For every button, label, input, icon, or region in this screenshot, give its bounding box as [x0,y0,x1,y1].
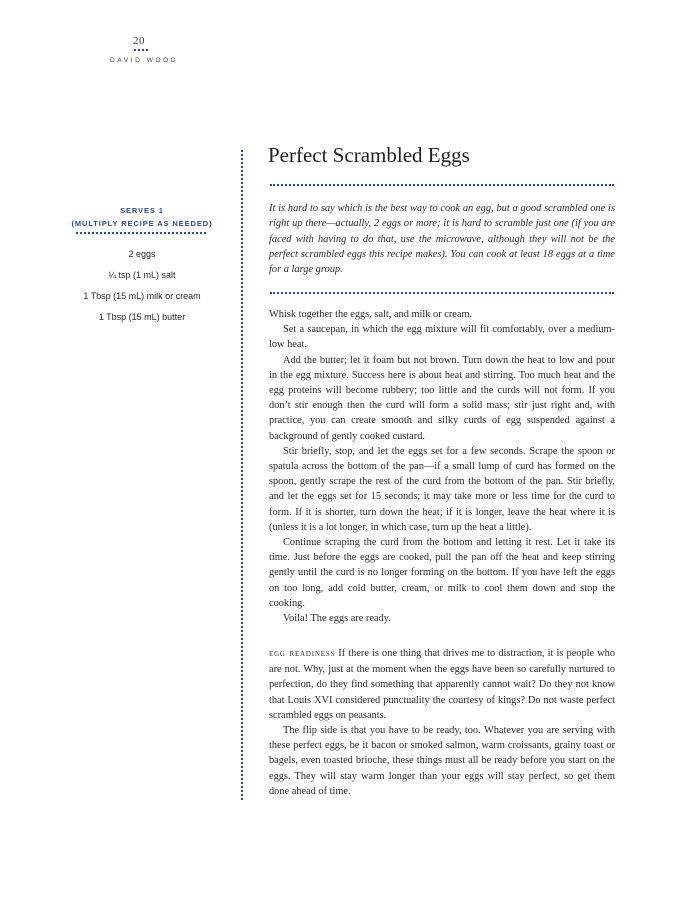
method-step: Continue scraping the curd from the bottom and letting it rest. Let it take its time. Just before the eggs are cooked, pull the pan off the heat and keep stirring gently until the curd is no longer forming on the bottom. If you have left the eggs on too long, add cold butter, cream, or milk to cool them down and stop the cooking. [269,537,615,609]
serves-block [68,204,216,230]
page-number-ornament [134,49,148,51]
running-header-author: DAVID WOOD [110,57,179,64]
notes-section [269,646,615,799]
ingredient-item: ¼ tsp (1 mL) salt [108,270,176,280]
ingredient-list [68,244,216,328]
method-section [269,307,615,626]
title-divider [270,184,614,186]
method-step: Voila! The eggs are ready. [283,613,391,625]
multiply-note: (MULTIPLY RECIPE AS NEEDED) [71,219,213,228]
note-heading: egg readiness [269,649,336,659]
intro-divider [270,292,614,294]
method-step: Stir briefly, stop, and let the eggs set for a few seconds. Scrape the spoon or spatula across the bottom of the pan—if a small lump of curd has formed on the spoon, gently scrape the rest of the curd from the bottom of the pan. Stir briefly, and let the eggs set for 15 seconds; it may take more or less time for the curd to form. If it is shorter, turn down the heat; if it is longer, leave the heat where it is (unless it is a lot longer, in which case, turn up the heat a little). [269,445,615,533]
method-step: Set a saucepan, in which the egg mixture will fit comfortably, over a medium-low heat. [269,324,615,351]
ingredient-item: 2 eggs [128,249,156,259]
method-step: Add the butter; let it foam but not brown. Turn down the heat to low and pour in the egg mixture. Success here is about heat and stirring. Too much heat and the egg proteins will become rubbery; too little and the curds will not form. If you don’t stir enough then the curd will form a solid mass; stir just right and, with practice, you can create smooth and silky curds of egg suspended against a background of gently cooked custard. [269,354,615,442]
serves-label: SERVES 1 [120,206,164,215]
page-number: 20 [133,35,145,47]
note-paragraph: The flip side is that you have to be ready, too. Whatever you are serving with these perfect eggs, be it bacon or smoked salmon, warm croissants, grainy toast or bagels, even toasted brioche, these things must all be ready before you start on the eggs. They will stay warm longer than your eggs will stay perfect, so get them done ahead of time. [269,725,615,797]
serves-divider [76,232,206,234]
method-step: Whisk together the eggs, salt, and milk or cream. [269,309,473,320]
column-divider [241,150,243,800]
ingredient-item: 1 Tbsp (15 mL) milk or cream [83,291,201,301]
note-paragraph [269,646,615,723]
note-text: If there is one thing that drives me to distraction, it is people who are not. Why, just at the moment when the eggs have been so carefully nurtured to perfection, do they find something that apparently cannot wait? Do they not know that Louis XVI considered punctuality the courtesy of kings? Do not waste perfect scrambled eggs on peasants. [269,648,616,721]
recipe-title: Perfect Scrambled Eggs [268,143,470,167]
ingredient-item: 1 Tbsp (15 mL) butter [98,312,186,322]
recipe-intro: It is hard to say which is the best way to cook an egg, but a good scrambled one is right up there—actually, 2 eggs or more; it is hard to scramble just one (if you are faced with having to do that, use the microwave, although they will not be the perfect scrambled eggs this recipe makes). You can cook at least 18 eggs at a time for a large group. [269,203,615,276]
